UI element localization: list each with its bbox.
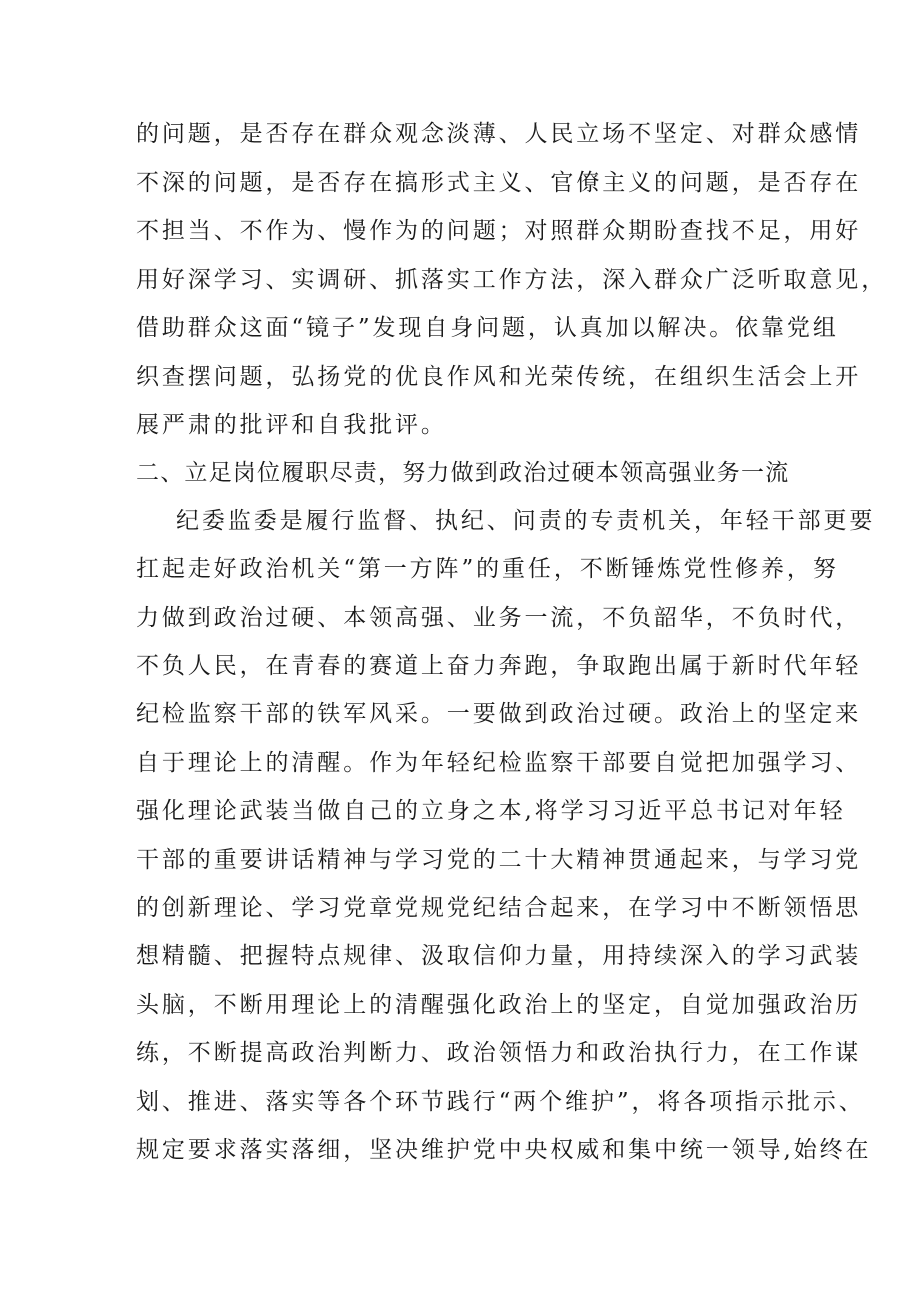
- paragraph-2-line-12: 练，不断提高政治判断力、政治领悟力和政治执行力，在工作谋: [136, 1040, 862, 1066]
- paragraph-1-line-5: 借助群众这面“镜子”发现自身问题，认真加以解决。依靠党组: [136, 315, 839, 341]
- paragraph-2-line-3: 力做到政治过硬、本领高强、业务一流，不负韶华，不负时代，: [136, 605, 862, 631]
- paragraph-1-line-7: 展严肃的批评和自我批评。: [136, 412, 447, 438]
- paragraph-2-line-11: 头脑，不断用理论上的清醒强化政治上的坚定，自觉加强政治历: [136, 992, 862, 1018]
- paragraph-2-line-4: 不负人民，在青春的赛道上奋力奔跑，争取跑出属于新时代年轻: [136, 653, 862, 679]
- paragraph-2-line-14: 规定要求落实落细，坚决维护党中央权威和集中统一领导,始终在: [136, 1137, 872, 1163]
- paragraph-2-line-8: 干部的重要讲话精神与学习党的二十大精神贯通起来，与学习党: [136, 847, 862, 873]
- paragraph-2-line-5: 纪检监察干部的铁军风采。一要做到政治过硬。政治上的坚定来: [136, 701, 862, 727]
- paragraph-2-line-2: 扛起走好政治机关“第一方阵”的重任，不断锤炼党性修养，努: [136, 556, 839, 582]
- paragraph-2-line-9: 的创新理论、学习党章党规党纪结合起来，在学习中不断领悟思: [136, 895, 862, 921]
- paragraph-1-line-6: 织查摆问题，弘扬党的优良作风和光荣传统，在组织生活会上开: [136, 364, 862, 390]
- section-heading: 二、立足岗位履职尽责，努力做到政治过硬本领高强业务一流: [136, 460, 790, 486]
- paragraph-2-line-7: 强化理论武装当做自己的立身之本,将学习习近平总书记对年轻: [136, 798, 846, 824]
- paragraph-2-line-1: 纪委监委是履行监督、执纪、问责的专责机关，年轻干部更要: [176, 508, 876, 534]
- paragraph-1-line-4: 用好深学习、实调研、抓落实工作方法，深入群众广泛听取意见，: [136, 267, 888, 293]
- paragraph-2-line-10: 想精髓、把握特点规律、汲取信仰力量，用持续深入的学习武装: [136, 943, 862, 969]
- paragraph-2-line-13: 划、推进、落实等各个环节践行“两个维护”，将各项指示批示、: [136, 1089, 865, 1115]
- paragraph-1-line-2: 不深的问题，是否存在搞形式主义、官僚主义的问题，是否存在: [136, 170, 862, 196]
- paragraph-2-line-6: 自于理论上的清醒。作为年轻纪检监察干部要自觉把加强学习、: [136, 750, 862, 776]
- paragraph-1-line-3: 不担当、不作为、慢作为的问题；对照群众期盼查找不足，用好: [136, 218, 862, 244]
- paragraph-1-line-1: 的问题，是否存在群众观念淡薄、人民立场不坚定、对群众感情: [136, 121, 862, 147]
